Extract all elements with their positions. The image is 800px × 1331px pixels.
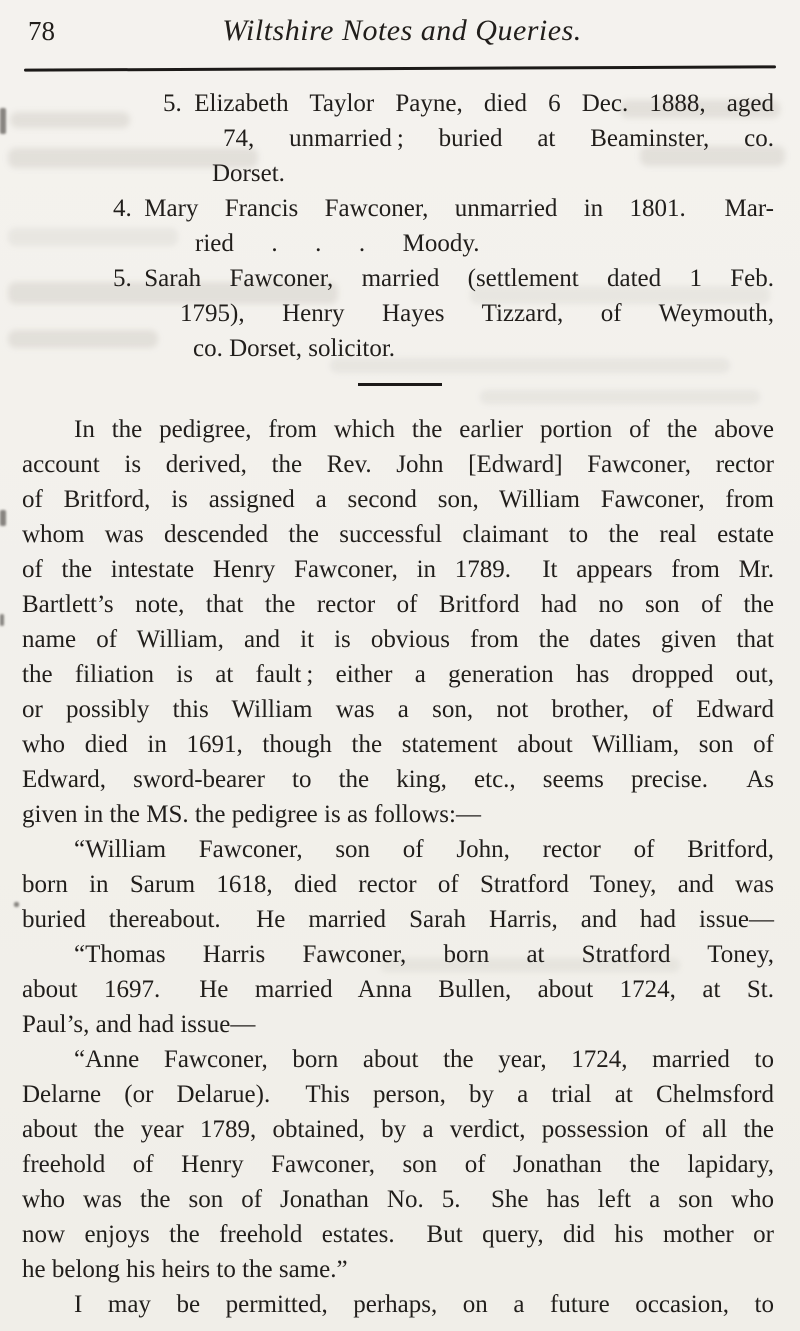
list-line: co. Dorset, solicitor. xyxy=(193,335,396,362)
text-line: name of William, and it is obvious from the dates given that xyxy=(22,626,774,653)
text-line: of Britford, is assigned a second son, William Fawconer, from xyxy=(22,486,774,513)
text-line: given in the MS. the pedigree is as follows:— xyxy=(22,801,481,828)
list-line: 1795), Henry Hayes Tizzard, of Weymouth, xyxy=(180,300,774,327)
list-line: ried . . . Moody. xyxy=(195,230,480,257)
section-divider xyxy=(358,383,442,386)
text-line: about 1697. He married Anna Bullen, about 1724, at St. xyxy=(22,976,774,1003)
paragraph xyxy=(22,832,774,937)
text-line: who was the son of Jonathan No. 5. She has left a son who xyxy=(22,1186,774,1213)
text-line: Paul’s, and had issue— xyxy=(22,1011,256,1038)
text-line: “William Fawconer, son of John, rector of Britford, xyxy=(74,836,774,863)
list-line: 5. Sarah Fawconer, married (settlement dated 1 Feb. xyxy=(113,265,774,292)
page-content xyxy=(0,86,800,1322)
text-line: Edward, sword-bearer to the king, etc., seems precise. As xyxy=(22,766,774,793)
text-line: the filiation is at fault ; either a generation has dropped out, xyxy=(22,661,774,688)
paragraph xyxy=(22,412,774,832)
list-line: 4. Mary Francis Fawconer, unmarried in 1801. Mar- xyxy=(113,195,774,222)
text-line: “Anne Fawconer, born about the year, 1724, married to xyxy=(74,1046,774,1073)
text-line: Delarne (or Delarue). This person, by a trial at Chelmsford xyxy=(22,1081,774,1108)
text-line: “Thomas Harris Fawconer, born at Stratford Toney, xyxy=(74,941,774,968)
list-line: 5. Elizabeth Taylor Payne, died 6 Dec. 1888, aged xyxy=(163,90,774,117)
text-line: account is derived, the Rev. John [Edward] Fawconer, rector xyxy=(22,451,774,478)
text-line: born in Sarum 1618, died rector of Stratford Toney, and was xyxy=(22,871,774,898)
text-line: buried thereabout. He married Sarah Harris, and had issue— xyxy=(22,906,774,933)
text-line: Bartlett’s note, that the rector of Britford had no son of the xyxy=(22,591,774,618)
text-line: freehold of Henry Fawconer, son of Jonathan the lapidary, xyxy=(22,1151,774,1178)
text-line: of the intestate Henry Fawconer, in 1789. It appears from Mr. xyxy=(22,556,774,583)
paragraph xyxy=(22,1042,774,1287)
article-body xyxy=(22,412,774,1322)
text-line: he belong his heirs to the same.” xyxy=(22,1256,348,1283)
page-number: 78 xyxy=(28,16,55,46)
text-line: or possibly this William was a son, not brother, of Edward xyxy=(22,696,774,723)
list-line: 74, unmarried ; buried at Beaminster, co. xyxy=(223,125,774,152)
paragraph xyxy=(22,937,774,1042)
text-line: about the year 1789, obtained, by a verdict, possession of all the xyxy=(22,1116,774,1143)
text-line: whom was descended the successful claimant to the real estate xyxy=(22,521,774,548)
paragraph xyxy=(22,1287,774,1322)
text-line: who died in 1691, though the statement about William, son of xyxy=(22,731,774,758)
text-line: In the pedigree, from which the earlier portion of the above xyxy=(74,416,774,443)
list-line: Dorset. xyxy=(212,160,285,187)
pedigree-list xyxy=(22,86,774,366)
running-header xyxy=(0,0,800,62)
text-line: I may be permitted, perhaps, on a future occasion, to xyxy=(74,1291,774,1318)
text-line: now enjoys the freehold estates. But query, did his mother or xyxy=(22,1221,774,1248)
header-rule xyxy=(24,65,776,71)
page-title: Wiltshire Notes and Queries. xyxy=(222,14,582,47)
